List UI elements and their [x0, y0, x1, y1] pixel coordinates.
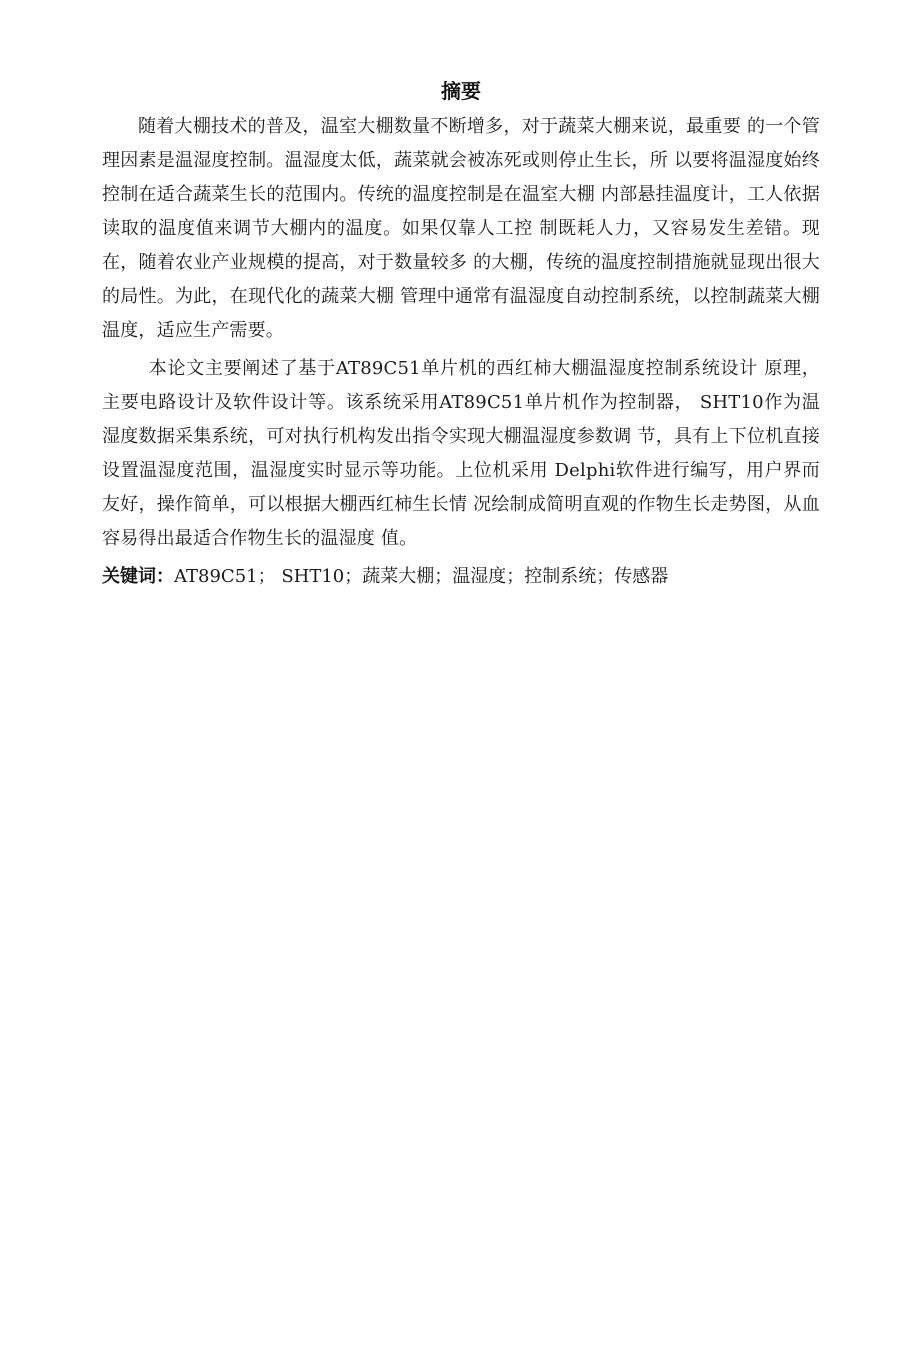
abstract-title: 摘要	[441, 79, 481, 103]
keywords-line	[102, 560, 820, 594]
keywords-text: AT89C51； SHT10；蔬菜大棚；温湿度；控制系统；传感器	[174, 566, 669, 587]
document-page	[102, 74, 820, 594]
abstract-paragraph-2: 本论文主要阐述了基于AT89C51单片机的西红柿大棚温湿度控制系统设计 原理，主要电路设计及软件设计等。该系统采用AT89C51单片机作为控制器， SHT10作为温湿度数据采集系统，可对执行机构发出指令实现大棚温湿度参数调 节，具有上下位机直接设置温湿度范围，温湿度实时显示等功能。上位机采用 Delphi软件进行编写，用户界而友好，操作简单，可以根据大棚西红柿生长情 况绘制成简明直观的作物生长走势图，从血容易得出最适合作物生长的温湿度 值。	[102, 358, 820, 549]
abstract-paragraph-1: 随着大棚技术的普及，温室大棚数量不断增多，对于蔬菜大棚来说，最重要 的一个管理因素是温湿度控制。温湿度太低，蔬菜就会被冻死或则停止生长，所 以要将温湿度始终控制在适合蔬菜生长的范围内。传统的温度控制是在温室大棚 内部悬挂温度计，工人依据读取的温度值来调节大棚内的温度。如果仅靠人工控 制既耗人力，又容易发生差错。现在，随着农业产业规模的提高，对于数量较多 的大棚，传统的温度控制措施就显现出很大的局性。为此，在现代化的蔬菜大棚 管理中通常有温湿度自动控制系统，以控制蔬菜大棚温度，适应生产需要。	[102, 116, 820, 341]
keywords-label: 关键词：	[102, 566, 174, 587]
